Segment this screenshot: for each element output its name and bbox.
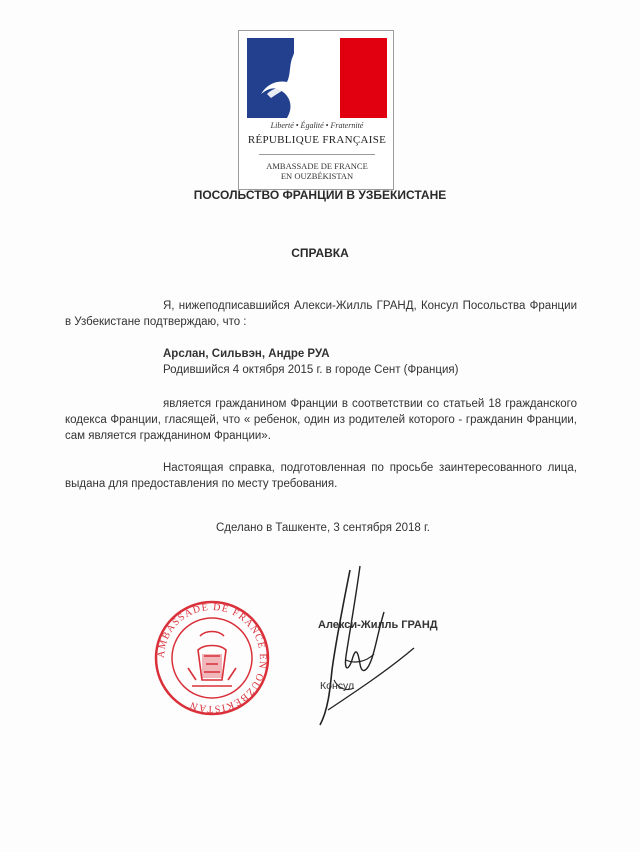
purpose-paragraph: Настоящая справка, подготовленная по просьбе заинтересованного лица, выдана для предоставления по месту требования. [65, 462, 577, 490]
document-type-title: СПРАВКА [291, 246, 349, 260]
signer-role: Консул [320, 680, 355, 692]
person-name: Арслан, Сильвэн, Андре РУА [163, 348, 330, 360]
citizenship-paragraph: является гражданином Франции в соответствии со статьей 18 гражданского кодекса Франции, гласящей, что « ребенок, один из родителей которого - гражданин Франции, сам является гражданином Франции». [65, 398, 577, 442]
embassy-seal [152, 598, 272, 718]
svg-text:AMBASSADE DE FRANCE EN OUZBEKI: AMBASSADE DE FRANCE EN OUZBEKISTAN [155, 601, 269, 715]
birth-details: Родившийся 4 октября 2015 г. в городе Сент (Франция) [163, 364, 459, 376]
handwritten-signature [288, 560, 418, 730]
embassy-name-fr: AMBASSADE DE FRANCE EN OUZBÉKISTAN [266, 161, 368, 181]
logo-divider [259, 154, 375, 155]
signer-name: Алекси-Жилль ГРАНД [318, 619, 438, 631]
intro-paragraph: Я, нижеподписавшийся Алекси-Жилль ГРАНД, Консул Посольства Франции в Узбекистане подтверждаю, что : [65, 300, 577, 328]
republic-logo [238, 30, 394, 190]
republic-motto: Liberté • Égalité • Fraternité [270, 121, 364, 130]
place-date: Сделано в Ташкенте, 3 сентября 2018 г. [216, 522, 430, 534]
marianne-flag-icon [247, 38, 387, 118]
embassy-title: ПОСОЛЬСТВО ФРАНЦИИ В УЗБЕКИСТАНЕ [193, 188, 447, 202]
republic-name: RÉPUBLIQUE FRANÇAISE [247, 134, 387, 146]
